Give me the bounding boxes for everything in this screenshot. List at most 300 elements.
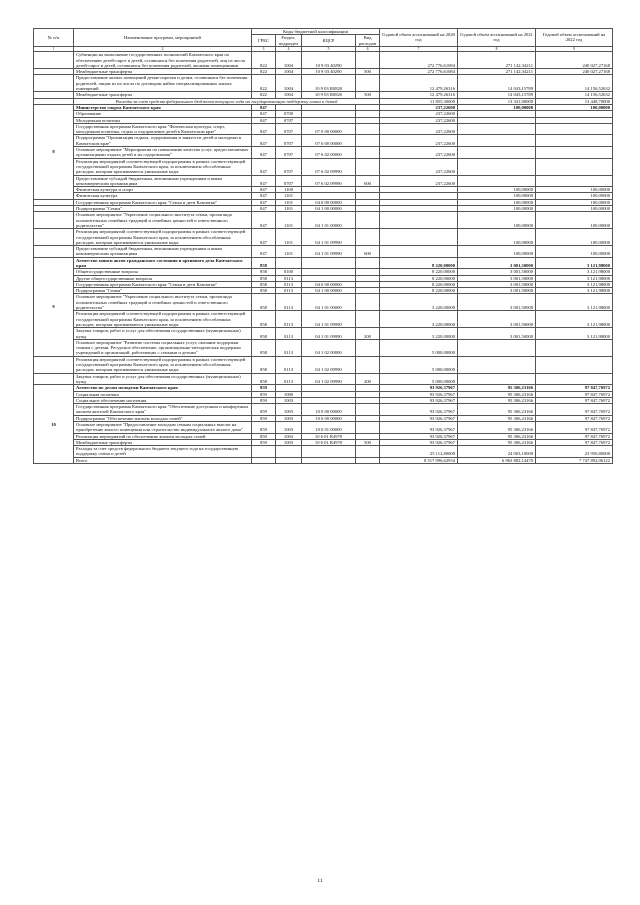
razdel-cell: 0113 — [276, 311, 302, 328]
razdel-cell: 1003 — [276, 433, 302, 439]
amount-2021-cell: 95 306,23166 — [458, 391, 536, 397]
column-number-cell: 9 — [536, 46, 613, 51]
csr-cell: 04 0 00 00000 — [302, 199, 356, 205]
name-cell: Агентство по делам молодежи Камчатского края — [74, 385, 252, 391]
grbs-cell: 847 — [252, 117, 276, 123]
csr-cell — [302, 457, 356, 463]
name-cell: Подпрограмма "Семья" — [74, 206, 252, 212]
grbs-cell: 858 — [252, 356, 276, 373]
razdel-cell: 1101 — [276, 212, 302, 229]
amount-2021-cell: 3 001,50000 — [458, 294, 536, 311]
name-cell: Другие общегосударственные вопросы — [74, 275, 252, 281]
amount-2022-cell: 14 156,52632 — [536, 75, 613, 92]
grbs-cell: 858 — [252, 257, 276, 269]
amount-2020-cell — [380, 246, 458, 258]
table-row — [34, 246, 613, 258]
vr-cell — [356, 339, 380, 356]
grbs-cell: 847 — [252, 212, 276, 229]
amount-2022-cell: 97 847,76972 — [536, 415, 613, 421]
amount-2020-cell: 93 926,37967 — [380, 422, 458, 434]
amount-2020-cell — [380, 212, 458, 229]
name-cell: Молодежная политика — [74, 117, 252, 123]
name-cell: Основное мероприятие "Укрепление социального института семьи, пропаганда положительных семейных традиций и семейных ценностей и ответственного родительства" — [74, 212, 252, 229]
razdel-cell: 1100 — [276, 187, 302, 193]
column-number-cell: 2 — [74, 46, 252, 51]
razdel-cell: 1000 — [276, 391, 302, 397]
column-number-cell: 7 — [380, 46, 458, 51]
csr-cell: 04 1 01 09990 — [302, 246, 356, 258]
csr-cell: 04 1 01 00000 — [302, 212, 356, 229]
name-cell: Министерство спорта Камчатского края — [74, 104, 252, 110]
amount-2022-cell — [536, 158, 613, 175]
grbs-cell: 847 — [252, 158, 276, 175]
name-cell: Государственная программа Камчатского края "Семья и дети Камчатки" — [74, 281, 252, 287]
amount-2020-cell: 25 112,80000 — [380, 446, 458, 458]
vr-cell — [356, 294, 380, 311]
amount-2021-cell — [458, 339, 536, 356]
amount-2022-cell: 13 448,70000 — [536, 98, 613, 104]
amount-2022-cell — [536, 135, 613, 147]
amount-2022-cell: 100,00000 — [536, 199, 613, 205]
grbs-cell: 859 — [252, 415, 276, 421]
amount-2022-cell: 240 027,27168 — [536, 69, 613, 75]
table-row — [34, 404, 613, 416]
amount-2021-cell — [458, 158, 536, 175]
amount-2022-cell: 3 121,98000 — [536, 288, 613, 294]
csr-cell: 10 9 03 40290 — [302, 69, 356, 75]
razdel-cell — [276, 457, 302, 463]
grbs-cell: 847 — [252, 193, 276, 199]
vr-cell: 600 — [356, 175, 380, 187]
csr-cell: 07 6 00 00000 — [302, 135, 356, 147]
razdel-cell: 1003 — [276, 439, 302, 445]
amount-2021-cell: 100,00000 — [458, 199, 536, 205]
amount-2020-cell: 237,22600 — [380, 147, 458, 159]
amount-2020-cell: 237,22600 — [380, 175, 458, 187]
vr-cell — [356, 147, 380, 159]
amount-2022-cell: 100,00000 — [536, 229, 613, 246]
razdel-cell: 0707 — [276, 123, 302, 135]
name-cell: Основное мероприятие "Развитие системы социальных услуг, оказание поддержки семьям с детьми. Ресурсное обеспечение, организационно-методическая поддержка учреждений и организаций, работающих с семьями и детьми" — [74, 339, 252, 356]
amount-2021-cell — [458, 175, 536, 187]
table-row — [34, 281, 613, 287]
vr-cell — [356, 356, 380, 373]
name-cell: Предоставление субсидий бюджетным, автономным учреждениям и иным некоммерческим организациям — [74, 246, 252, 258]
razdel-cell: 0707 — [276, 158, 302, 175]
table-row — [34, 206, 613, 212]
razdel-cell: 1003 — [276, 397, 302, 403]
amount-2021-cell: 100,00000 — [458, 104, 536, 110]
csr-cell: 10 6 00 00000 — [302, 415, 356, 421]
vr-cell — [356, 158, 380, 175]
table-row — [34, 433, 613, 439]
table-body — [34, 52, 613, 464]
amount-2020-cell: 93 926,37967 — [380, 415, 458, 421]
amount-2020-cell: 8 220,00000 — [380, 269, 458, 275]
amount-2020-cell: 93 926,37967 — [380, 397, 458, 403]
column-number-cell: 8 — [458, 46, 536, 51]
grbs-cell: 858 — [252, 275, 276, 281]
amount-2022-cell: 100,00000 — [536, 246, 613, 258]
name-cell: Социальное обеспечение населения — [74, 397, 252, 403]
razdel-cell: 0113 — [276, 294, 302, 311]
amount-2021-cell: 95 306,23166 — [458, 397, 536, 403]
vr-cell — [356, 422, 380, 434]
amount-2020-cell: 237,22600 — [380, 104, 458, 110]
name-cell: Подпрограмма "Организация отдыха, оздоровления и занятости детей и молодежи в Камчатском крае" — [74, 135, 252, 147]
razdel-cell: 0707 — [276, 175, 302, 187]
name-cell: Предоставление жилых помещений детям-сиротам и детям, оставшимся без попечения родителей, лицам из их числа по договорам найма специализированных жилых помещений — [74, 75, 252, 92]
col-grbs-header: ГРБС — [252, 35, 276, 47]
csr-cell: 10 6 01 R4970 — [302, 439, 356, 445]
amount-2022-cell: 3 121,98000 — [536, 294, 613, 311]
table-row — [34, 92, 613, 98]
amount-2022-cell — [536, 339, 613, 356]
grbs-cell: 858 — [252, 339, 276, 356]
grbs-cell: 847 — [252, 229, 276, 246]
grbs-cell: 822 — [252, 69, 276, 75]
grbs-cell: 858 — [252, 269, 276, 275]
vr-cell: 200 — [356, 328, 380, 340]
name-cell: Государственная программа Камчатского края "Семья и дети Камчатки" — [74, 199, 252, 205]
razdel-cell: 0113 — [276, 356, 302, 373]
amount-2020-cell: 272 776,61084 — [380, 69, 458, 75]
name-cell: Реализация мероприятий соответствующей подпрограммы в рамках соответствующей государственной программы Камчатского края, за исключением обособленных расходов, которым присваиваются уникальные коды — [74, 158, 252, 175]
name-cell: Государственная программа Камчатского края "Физическая культура, спорт, молодежная политика, отдых и оздоровление детей в Камчатском крае" — [74, 123, 252, 135]
col-num-header: № п/п — [34, 29, 74, 47]
vr-cell: 500 — [356, 69, 380, 75]
codes-header: Коды бюджетной классификации — [252, 29, 380, 35]
razdel-cell: 0113 — [276, 339, 302, 356]
table-row — [34, 328, 613, 340]
vr-cell: 500 — [356, 92, 380, 98]
amount-2021-cell — [458, 147, 536, 159]
razdel-cell: 0700 — [276, 111, 302, 117]
amount-2022-cell: 97 847,76972 — [536, 433, 613, 439]
amount-2020-cell: 8 517 096,62934 — [380, 457, 458, 463]
amount-2021-cell: 100,00000 — [458, 212, 536, 229]
col-csr-header: КЦСР — [302, 35, 356, 47]
amount-2021-cell: 100,00000 — [458, 229, 536, 246]
amount-2020-cell: 3 220,00000 — [380, 328, 458, 340]
razdel-cell: 0100 — [276, 269, 302, 275]
razdel-cell: 0113 — [276, 373, 302, 385]
csr-cell: 07 6 02 09990 — [302, 158, 356, 175]
grbs-cell: 822 — [252, 52, 276, 69]
page-number: 11 — [317, 878, 323, 884]
amount-2021-cell — [458, 373, 536, 385]
amount-2020-cell: 12 479,26316 — [380, 75, 458, 92]
grbs-cell: 822 — [252, 92, 276, 98]
name-cell: Межбюджетные трансферты — [74, 69, 252, 75]
table-row — [34, 339, 613, 356]
csr-cell: 07 6 02 09990 — [302, 175, 356, 187]
amount-2020-cell: 3 220,00000 — [380, 294, 458, 311]
name-cell: Основное мероприятие "Предоставление молодым семьям социальных выплат на приобретение жилого помещения или строительство индивидуального жилого дома" — [74, 422, 252, 434]
amount-2020-cell: 8 220,00000 — [380, 281, 458, 287]
vr-cell — [356, 311, 380, 328]
csr-cell: 04 1 00 00000 — [302, 206, 356, 212]
amount-2021-cell — [458, 356, 536, 373]
name-cell: Подпрограмма "Семья" — [74, 288, 252, 294]
amount-2021-cell: 100,00000 — [458, 206, 536, 212]
column-number-cell: 5 — [302, 46, 356, 51]
table-row — [34, 229, 613, 246]
amount-2020-cell: 11 855,30000 — [380, 98, 458, 104]
amount-2021-cell: 6 963 882,14470 — [458, 457, 536, 463]
csr-cell: 04 1 01 09990 — [302, 311, 356, 328]
table-row — [34, 75, 613, 92]
amount-2022-cell: 100,00000 — [536, 104, 613, 110]
amount-2020-cell: 272 776,61084 — [380, 52, 458, 69]
amount-2022-cell: 100,00000 — [536, 212, 613, 229]
amount-2021-cell: 95 306,23166 — [458, 422, 536, 434]
amount-2022-cell: 3 121,98000 — [536, 328, 613, 340]
razdel-cell: 0707 — [276, 117, 302, 123]
csr-cell: 07 6 02 00000 — [302, 147, 356, 159]
amount-2020-cell: 5 000,00000 — [380, 356, 458, 373]
amount-2022-cell: 7 747 892,06122 — [536, 457, 613, 463]
column-number-cell: 6 — [356, 46, 380, 51]
grbs-cell: 847 — [252, 104, 276, 110]
table-row — [34, 446, 613, 458]
csr-cell: 04 1 00 00000 — [302, 288, 356, 294]
name-cell: Образование — [74, 111, 252, 117]
amount-2020-cell: 3 220,00000 — [380, 311, 458, 328]
razdel-cell: 1003 — [276, 404, 302, 416]
table-row — [34, 288, 613, 294]
amount-2020-cell: 5 000,00000 — [380, 373, 458, 385]
amount-2020-cell — [380, 229, 458, 246]
csr-cell: 07 0 00 00000 — [302, 123, 356, 135]
razdel-cell: 0113 — [276, 328, 302, 340]
name-cell: Основное мероприятие "Мероприятия по повышению качества услуг, предоставляемых организациями отдыха детей и их оздоровления" — [74, 147, 252, 159]
vr-cell — [356, 446, 380, 458]
name-cell: Расходы за счет средств федерального бюджета текущего года на государственную поддержку семьи и детей — [74, 446, 252, 458]
amount-2021-cell: 24 003,10000 — [458, 446, 536, 458]
table-row — [34, 457, 613, 463]
vr-cell — [356, 212, 380, 229]
amount-2020-cell: 12 479,26316 — [380, 92, 458, 98]
amount-2021-cell: 3 001,50000 — [458, 281, 536, 287]
table-row — [34, 311, 613, 328]
vr-cell: 600 — [356, 246, 380, 258]
amount-2021-cell: 95 306,23166 — [458, 439, 536, 445]
amount-2020-cell: 8 220,00000 — [380, 288, 458, 294]
amount-2022-cell: 100,00000 — [536, 206, 613, 212]
section-number-cell: 9 — [34, 257, 74, 356]
csr-cell: 10 0 00 00000 — [302, 404, 356, 416]
table-row — [34, 147, 613, 159]
grbs-cell: 859 — [252, 397, 276, 403]
table-row — [34, 422, 613, 434]
amount-2022-cell: 240 027,27168 — [536, 52, 613, 69]
grbs-cell: 858 — [252, 294, 276, 311]
grbs-cell: 859 — [252, 422, 276, 434]
razdel-cell: 0113 — [276, 281, 302, 287]
amount-2021-cell: 100,00000 — [458, 193, 536, 199]
razdel-cell: 1101 — [276, 193, 302, 199]
amount-2022-cell: 3 121,98000 — [536, 257, 613, 269]
amount-2021-cell — [458, 135, 536, 147]
amount-2022-cell — [536, 373, 613, 385]
amount-2022-cell: 100,00000 — [536, 193, 613, 199]
name-cell: Закупка товаров, работ и услуг для обеспечения государственных (муниципальных) нужд — [74, 328, 252, 340]
name-cell: Субвенции на выполнение государственных полномочий Камчатского края по обеспечению детей-сирот и детей, оставшихся без попечения родителей, лиц из числа детей-сирот и детей, оставшихся без попечения родителей, жилыми помещениями — [74, 52, 252, 69]
amount-2022-cell: 100,00000 — [536, 187, 613, 193]
grbs-cell: 858 — [252, 311, 276, 328]
grbs-cell: 858 — [252, 288, 276, 294]
table-row — [34, 158, 613, 175]
federal-note-row — [34, 98, 613, 104]
name-cell: Физическая культура и спорт — [74, 187, 252, 193]
table-row — [34, 439, 613, 445]
csr-cell: 04 1 01 09990 — [302, 328, 356, 340]
grbs-cell: 859 — [252, 385, 276, 391]
vr-cell — [356, 404, 380, 416]
csr-cell: 04 1 02 00000 — [302, 339, 356, 356]
vr-cell — [356, 75, 380, 92]
empty-num-cell — [34, 356, 74, 373]
amount-2020-cell: 8 220,00000 — [380, 275, 458, 281]
vr-cell — [356, 135, 380, 147]
table-row — [34, 69, 613, 75]
grbs-cell: 847 — [252, 246, 276, 258]
grbs-cell — [252, 457, 276, 463]
grbs-cell: 847 — [252, 123, 276, 135]
table-row — [34, 373, 613, 385]
table-row — [34, 294, 613, 311]
razdel-cell: 1003 — [276, 422, 302, 434]
csr-cell — [302, 257, 356, 269]
csr-cell: 04 0 00 00000 — [302, 281, 356, 287]
amount-2020-cell: 93 926,37967 — [380, 391, 458, 397]
razdel-cell: 1101 — [276, 206, 302, 212]
grbs-cell: 822 — [252, 75, 276, 92]
column-number-cell: 1 — [34, 46, 74, 51]
amount-2021-cell: 14 043,15789 — [458, 92, 536, 98]
csr-cell — [302, 446, 356, 458]
amount-2021-cell: 3 001,50000 — [458, 269, 536, 275]
amount-2020-cell: 93 926,37967 — [380, 404, 458, 416]
name-cell: Реализация мероприятий соответствующей подпрограммы в рамках соответствующей государственной программы Камчатского края, за исключением обособленных расходов, которым присваиваются уникальные коды — [74, 229, 252, 246]
vr-cell — [356, 457, 380, 463]
amount-2021-cell: 3 001,50000 — [458, 311, 536, 328]
grbs-cell: 858 — [252, 328, 276, 340]
amount-2021-cell: 95 306,23166 — [458, 385, 536, 391]
amount-2022-cell: 14 156,52632 — [536, 92, 613, 98]
name-cell: Предоставление субсидий бюджетным, автономным учреждениям и иным некоммерческим организациям — [74, 175, 252, 187]
amount-2022-cell: 97 847,76972 — [536, 422, 613, 434]
col-razdel-header: Раздел, подраздел — [276, 35, 302, 47]
amount-2022-cell: 3 121,98000 — [536, 311, 613, 328]
grbs-cell: 847 — [252, 135, 276, 147]
vr-cell — [356, 123, 380, 135]
amount-2021-cell: 13 341,00000 — [458, 98, 536, 104]
razdel-cell: 1003 — [276, 415, 302, 421]
amount-2022-cell — [536, 175, 613, 187]
table-row — [34, 175, 613, 187]
amount-2022-cell: 97 847,76972 — [536, 439, 613, 445]
amount-2020-cell: 237,22600 — [380, 111, 458, 117]
col-vr-header: Вид расходов — [356, 35, 380, 47]
grbs-cell: 859 — [252, 404, 276, 416]
name-cell: Агентство записи актов гражданского состояния и архивного дела Камчатского края — [74, 257, 252, 269]
name-cell: Государственная программа Камчатского края "Обеспечение доступным и комфортным жильем жителей Камчатского края" — [74, 404, 252, 416]
col-2021-header: Годовой объем ассигнований на 2021 год — [458, 29, 536, 47]
name-cell: Основное мероприятие "Укрепление социального института семьи, пропаганда положительных семейных традиций и семейных ценностей и ответственного родительства" — [74, 294, 252, 311]
amount-2020-cell: 93 926,37967 — [380, 385, 458, 391]
name-cell: Социальная политика — [74, 391, 252, 397]
table-row — [34, 199, 613, 205]
grbs-cell: 858 — [252, 281, 276, 287]
csr-cell: 10 6 01 00000 — [302, 422, 356, 434]
amount-2021-cell: 95 306,23166 — [458, 415, 536, 421]
name-cell: Реализация мероприятий соответствующей подпрограммы в рамках соответствующей государственной программы Камчатского края, за исключением обособленных расходов, которым присваиваются уникальные коды — [74, 356, 252, 373]
amount-2022-cell — [536, 123, 613, 135]
razdel-cell: 0707 — [276, 147, 302, 159]
amount-2020-cell: 237,22600 — [380, 158, 458, 175]
table-row — [34, 123, 613, 135]
column-number-cell: 4 — [276, 46, 302, 51]
vr-cell: 200 — [356, 373, 380, 385]
amount-2021-cell: 3 001,50000 — [458, 275, 536, 281]
grbs-cell — [252, 446, 276, 458]
razdel-cell — [276, 446, 302, 458]
razdel-cell: 1004 — [276, 52, 302, 69]
amount-2021-cell: 100,00000 — [458, 187, 536, 193]
razdel-cell: 1004 — [276, 69, 302, 75]
amount-2022-cell: 97 847,76972 — [536, 397, 613, 403]
amount-2021-cell: 14 043,15789 — [458, 75, 536, 92]
grbs-cell: 847 — [252, 147, 276, 159]
amount-2022-cell — [536, 147, 613, 159]
vr-cell: 500 — [356, 439, 380, 445]
empty-num-cell — [34, 229, 74, 246]
csr-cell: 10 6 01 R4970 — [302, 433, 356, 439]
razdel-cell: 1101 — [276, 199, 302, 205]
name-cell: Закупка товаров, работ и услуг для обеспечения государственных (муниципальных) нужд — [74, 373, 252, 385]
section-row — [34, 257, 613, 269]
amount-2022-cell — [536, 356, 613, 373]
amount-2020-cell: 93 926,37967 — [380, 439, 458, 445]
amount-2021-cell: 271 142,34211 — [458, 69, 536, 75]
vr-cell — [356, 229, 380, 246]
amount-2022-cell: 97 847,76972 — [536, 391, 613, 397]
csr-cell: 10 9 03 R0820 — [302, 75, 356, 92]
csr-cell: 04 1 01 00000 — [302, 294, 356, 311]
grbs-cell: 847 — [252, 175, 276, 187]
table-row — [34, 212, 613, 229]
empty-num-cell — [34, 246, 74, 258]
amount-2022-cell: 97 847,76972 — [536, 385, 613, 391]
amount-2021-cell: 95 306,23166 — [458, 404, 536, 416]
name-cell: Реализация мероприятий соответствующей подпрограммы в рамках соответствующей государственной программы Камчатского края, за исключением обособленных расходов, которым присваиваются уникальные коды — [74, 311, 252, 328]
col-name-header: Наименование программ, мероприятий — [74, 29, 252, 47]
grbs-cell: 847 — [252, 111, 276, 117]
name-cell: Всего — [74, 457, 252, 463]
amount-2020-cell: 237,22600 — [380, 123, 458, 135]
grbs-cell: 859 — [252, 433, 276, 439]
name-cell: Реализация мероприятий по обеспечению жильем молодых семей — [74, 433, 252, 439]
amount-2022-cell: 23 956,80000 — [536, 446, 613, 458]
amount-2021-cell: 3 001,50000 — [458, 328, 536, 340]
csr-cell: 10 9 03 R0820 — [302, 92, 356, 98]
razdel-cell: 1004 — [276, 75, 302, 92]
csr-cell: 04 1 02 09990 — [302, 356, 356, 373]
header-row — [34, 29, 613, 35]
name-cell: Физическая культура — [74, 193, 252, 199]
